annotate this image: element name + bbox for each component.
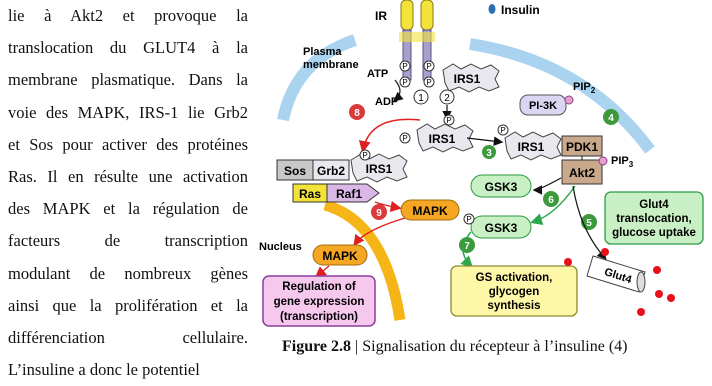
body-line: ainsi que la prolifération et la	[8, 295, 248, 315]
svg-text:P: P	[402, 78, 408, 87]
irs1-mid-phospho-left-text: P	[402, 134, 408, 143]
irs1-right-label: IRS1	[517, 140, 545, 154]
pip2-dot	[565, 96, 573, 104]
body-line: lie à Akt2 et provoque la	[8, 6, 248, 25]
grb2-label: Grb2	[316, 164, 346, 178]
gsk3-top-label: GSK3	[484, 180, 518, 194]
caption-separator: |	[351, 338, 363, 355]
body-text	[8, 0, 248, 386]
body-line: translocation du GLUT4 à la	[8, 38, 248, 58]
body-line: et Sos pour activer des protéines	[8, 134, 248, 154]
caption-text: Signalisation du récepteur à l’insuline (4)	[362, 338, 628, 355]
body-line: Ras. Il en résulte une activation	[8, 166, 248, 186]
akt2-label: Akt2	[568, 166, 596, 180]
pip3-label: $PIP_3$	[611, 155, 634, 169]
regulation-line-1: Regulation of	[282, 281, 356, 293]
body-line: membrane plasmatique. Dans la	[8, 70, 248, 90]
irs1-mid-phospho-text: P	[446, 116, 452, 125]
insulin-signaling-diagram	[255, 0, 707, 332]
irs1-mid-label: IRS1	[428, 132, 456, 146]
svg-text:P: P	[426, 78, 432, 87]
glut4-box-line-1: Glut4	[639, 199, 669, 211]
caption-label: Figure 2.8	[282, 338, 352, 355]
irs1-left-label: IRS1	[365, 162, 393, 176]
regulation-line-2: gene expression	[273, 296, 365, 308]
pdk1-label: PDK1	[565, 140, 599, 154]
atp-label: ATP	[367, 68, 389, 80]
pip3-dot	[599, 157, 607, 165]
figure-caption	[282, 338, 628, 356]
gsk3-bottom-label: GSK3	[484, 221, 518, 235]
regulation-line-3: (transcription)	[280, 311, 358, 323]
step-7-number: 7	[464, 241, 470, 252]
gsk3-phospho-text: P	[466, 215, 472, 224]
step-5-number: 5	[586, 218, 592, 229]
body-line: modulant de nombreux gènes	[8, 263, 248, 283]
glut4-box-line-2: translocation,	[616, 213, 692, 225]
irs1-to-irs1-arrow	[467, 138, 501, 142]
gs-line-2: glycogen	[488, 286, 540, 298]
irs1-left-phospho-text: P	[362, 151, 368, 160]
ras-label: Ras	[298, 187, 322, 201]
gs-line-3: synthesis	[487, 300, 541, 312]
insulin-icon	[489, 4, 496, 14]
pip2-label: $PIP_2$	[573, 81, 596, 95]
mapk-cyto-label: MAPK	[412, 204, 448, 218]
svg-text:P: P	[402, 62, 408, 71]
step-6-number: 6	[548, 195, 554, 206]
glut4-box-line-3: glucose uptake	[612, 227, 696, 239]
plasma-membrane-label-2: membrane	[303, 59, 359, 71]
body-line: des MAPK et la régulation de	[8, 199, 248, 219]
pi3k-label: PI-3K	[528, 100, 558, 112]
sos-label: Sos	[283, 164, 307, 178]
irs1-right-phospho-text: P	[500, 126, 506, 135]
glut4-label: Glut4	[602, 266, 634, 287]
step-2-number: 2	[444, 93, 450, 104]
raf1-label: Raf1	[335, 187, 363, 201]
step-4-number: 4	[608, 113, 614, 124]
insulin-label: Insulin	[501, 3, 540, 17]
step-8-arrow	[363, 119, 420, 150]
nucleus-label: Nucleus	[259, 241, 302, 253]
irs1-top-label: IRS1	[453, 72, 481, 86]
body-line: différenciation cellulaire.	[8, 327, 248, 347]
gs-line-1: GS activation,	[475, 272, 553, 284]
step-1-number: 1	[418, 93, 424, 104]
svg-text:P: P	[426, 62, 432, 71]
body-line: facteurs de transcription	[8, 231, 248, 251]
mapk-regulation-arrow	[317, 266, 329, 276]
mapk-nucleus-label: MAPK	[322, 249, 358, 263]
step-3-number: 3	[486, 148, 492, 159]
step-8-number: 8	[354, 108, 360, 119]
step-9-number: 9	[376, 208, 382, 219]
plasma-membrane-label-1: Plasma	[303, 46, 342, 58]
body-line: voie des MAPK, IRS-1 lie Grb2	[8, 102, 248, 122]
ir-label: IR	[375, 9, 387, 23]
body-line: L’insuline a donc le potentiel	[8, 360, 200, 380]
akt2-gsk3-arrow	[535, 178, 561, 190]
adp-label: ADP	[375, 96, 399, 108]
